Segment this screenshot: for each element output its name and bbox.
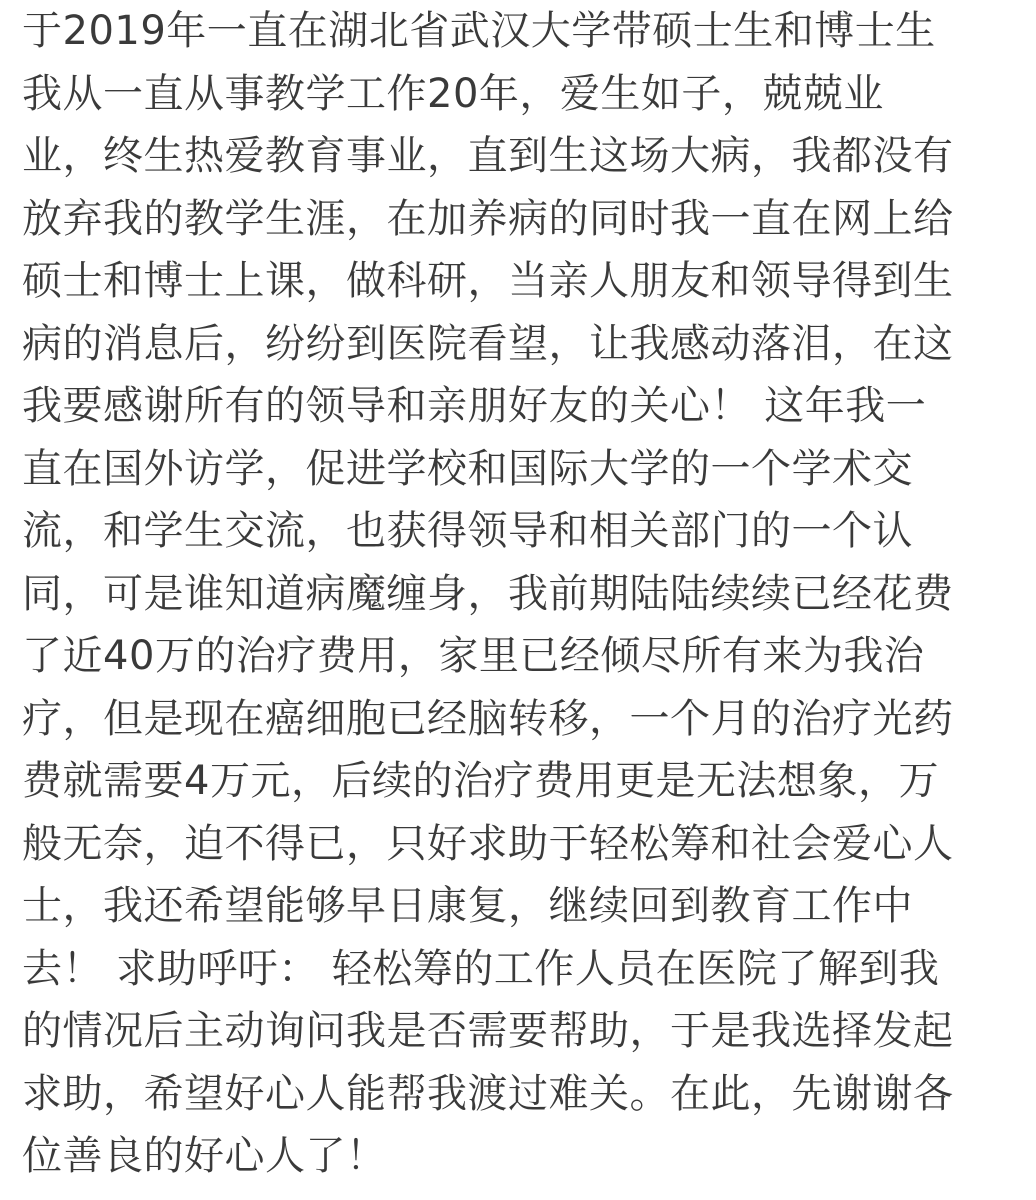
story-line: 我要感谢所有的领导和亲朋好友的关心！ 这年我一 xyxy=(22,383,927,429)
story-line: 硕士和博士上课，做科研，当亲人朋友和领导得到生 xyxy=(22,258,954,304)
story-line: 病的消息后，纷纷到医院看望，让我感动落泪，在这 xyxy=(22,320,954,367)
story-line: 同，可是谁知道病魔缠身，我前期陆陆续续已经花费 xyxy=(22,570,954,617)
story-line: 于2019年一直在湖北省武汉大学带硕士生和博士生 xyxy=(22,8,936,54)
story-text xyxy=(22,0,1032,1188)
story-line: 士，我还希望能够早日康复，继续回到教育工作中 xyxy=(22,883,913,929)
story-line: 去！ 求助呼吁： 轻松筹的工作人员在医院了解到我 xyxy=(22,945,940,992)
story-line: 位善良的好心人了！ xyxy=(22,1133,387,1179)
story-line: 疗，但是现在癌细胞已经脑转移，一个月的治疗光药 xyxy=(22,695,954,742)
story-line: 业，终生热爱教育事业，直到生这场大病，我都没有 xyxy=(22,133,954,179)
story-line: 费就需要4万元，后续的治疗费用更是无法想象，万 xyxy=(22,758,939,804)
story-line: 般无奈，迫不得已，只好求助于轻松筹和社会爱心人 xyxy=(22,820,954,867)
story-line: 的情况后主动询问我是否需要帮助，于是我选择发起 xyxy=(22,1008,954,1054)
story-line: 我从一直从事教学工作20年，爱生如子，兢兢业 xyxy=(22,70,884,117)
story-line: 放弃我的教学生涯，在加养病的同时我一直在网上给 xyxy=(22,195,954,242)
story-line: 了近40万的治疗费用，家里已经倾尽所有来为我治 xyxy=(22,633,925,679)
story-line: 流，和学生交流，也获得领导和相关部门的一个认 xyxy=(22,508,913,554)
story-line: 求助，希望好心人能帮我渡过难关。在此，先谢谢各 xyxy=(22,1070,954,1117)
story-line: 直在国外访学，促进学校和国际大学的一个学术交 xyxy=(22,445,913,492)
